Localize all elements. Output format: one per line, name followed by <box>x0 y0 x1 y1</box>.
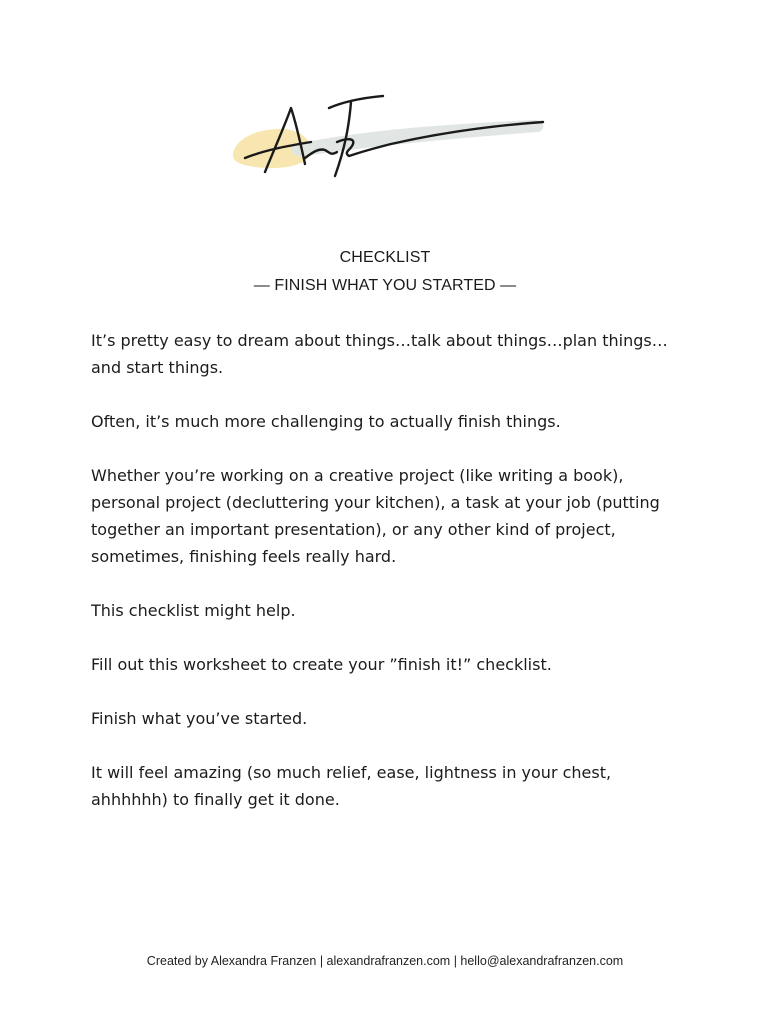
page-title: CHECKLIST <box>339 249 431 266</box>
body-text <box>91 327 691 840</box>
page-subtitle: — FINISH WHAT YOU STARTED — <box>253 277 517 294</box>
paragraph: Finish what you’ve started. <box>91 709 308 728</box>
paragraph: Often, it’s much more challenging to actually finish things. <box>91 412 561 431</box>
signature-logo-icon <box>225 86 555 186</box>
paragraph: It will feel amazing (so much relief, ease, lightness in your chest, ahhhhhh) to finally get it done. <box>91 763 612 809</box>
footer-credits: Created by Alexandra Franzen | alexandrafranzen.com | hello@alexandrafranzen.com <box>146 954 624 968</box>
paragraph: This checklist might help. <box>91 601 296 620</box>
paragraph: Fill out this worksheet to create your ”finish it!” checklist. <box>91 655 552 674</box>
paragraph: Whether you’re working on a creative project (like writing a book), personal project (decluttering your kitchen), a task at your job (putting together an important presentation), or any other kind of project, sometimes, finishing feels really hard. <box>91 466 660 566</box>
paragraph: It’s pretty easy to dream about things…talk about things…plan things… and start things. <box>91 331 668 377</box>
